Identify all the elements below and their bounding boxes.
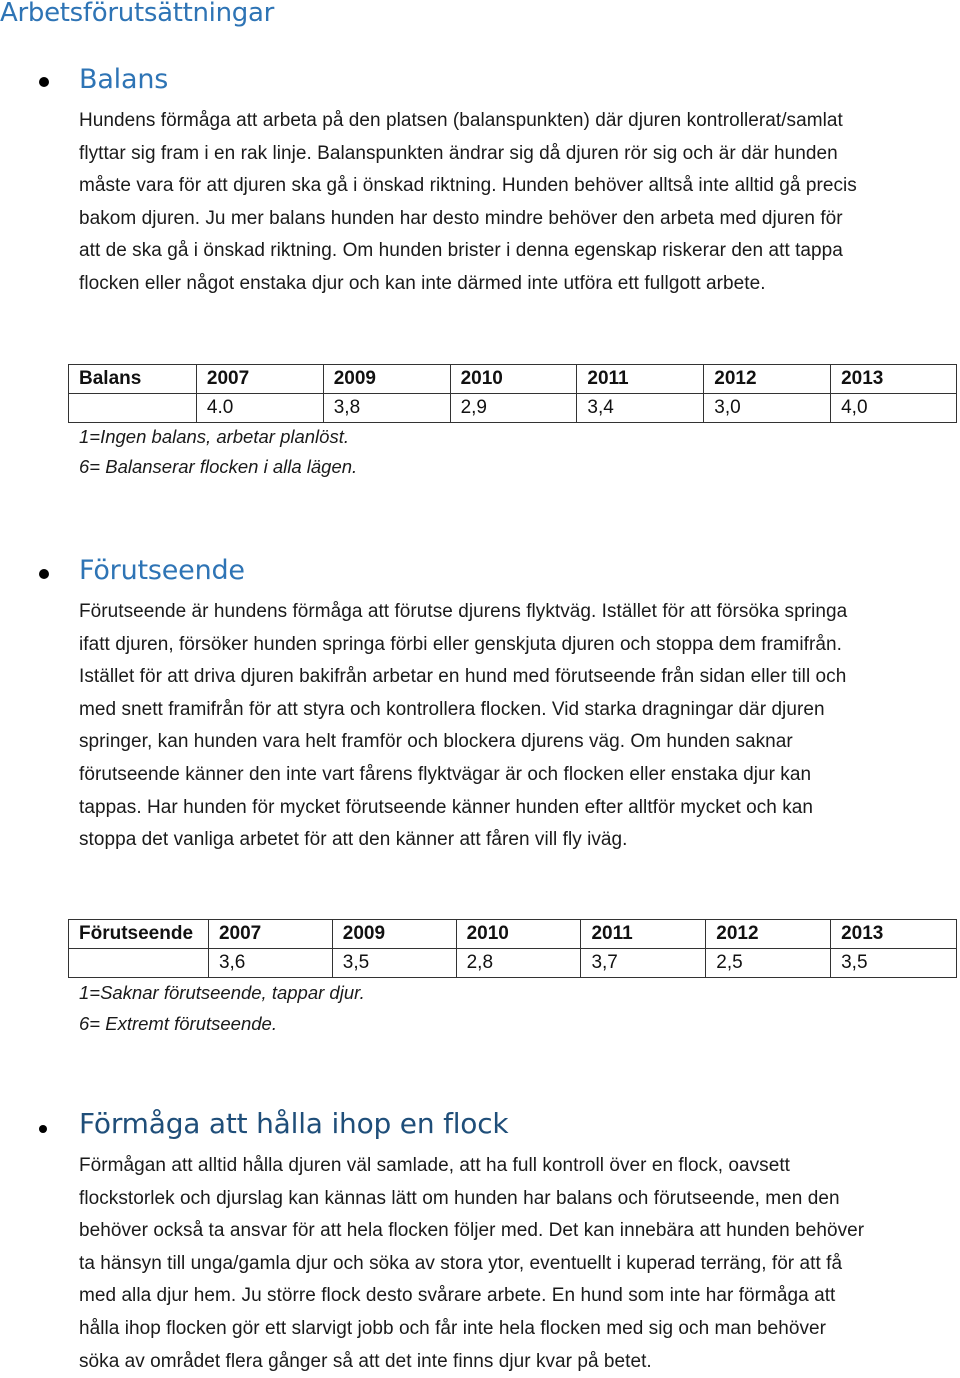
value-cell: 2,8 [456,949,581,978]
text-line: ifatt djuren, försöker hunden springa förbi eller genskjuta djuren och stoppa dem framifrån. [79,633,842,655]
table-row [69,394,957,423]
section-heading-balans: Balans [79,64,169,95]
section-heading-forutseende: Förutseende [79,555,245,586]
year-cell: 2011 [581,920,706,949]
value-cell: 3,4 [577,394,704,423]
year-cell: 2007 [196,365,323,394]
bullet-icon [39,1125,47,1133]
year-cell: 2013 [831,365,957,394]
value-cell: 2,5 [706,949,831,978]
value-cell: 4.0 [196,394,323,423]
text-line: måste vara för att djuren ska gå i önskad riktning. Hunden behöver alltså inte alltid gå precis [79,175,857,197]
value-cell: 3,6 [208,949,332,978]
empty-cell [69,949,209,978]
year-cell: 2012 [706,920,831,949]
year-cell: 2010 [456,920,581,949]
year-cell: 2010 [450,365,577,394]
year-cell: 2012 [704,365,831,394]
text-line: förutseende känner den inte vart fårens flyktvägar är och flocken eller enstaka djur kan [79,763,812,785]
value-cell: 3,0 [704,394,831,423]
table-header-row [69,920,957,949]
bullet-icon [39,569,49,579]
forutseende-score-table [68,919,957,978]
text-line: flocken eller något enstaka djur och kan inte därmed inte utföra ett fullgott arbete. [79,272,766,294]
table-header-row [69,365,957,394]
value-cell: 3,5 [831,949,957,978]
text-line: ta hänsyn till unga/gamla djur och söka av stora ytor, eventuellt i kuperad terräng, för att få [79,1252,843,1274]
value-cell: 3,8 [323,394,450,423]
section-body-forutseende [79,596,954,857]
balans-score-table [68,364,957,423]
page-title: Arbetsförutsättningar [0,0,275,28]
section-body-balans [79,105,954,301]
text-line: Hundens förmåga att arbeta på den platsen (balanspunkten) där djuren kontrollerat/samlat [79,110,843,131]
scale-note-max: 6= Balanserar flocken i alla lägen. [79,456,358,477]
section-body-flock [79,1150,954,1378]
text-line: att de ska gå i önskad riktning. Om hunden brister i denna egenskap riskerar den att tappa [79,240,843,262]
text-line: bakom djuren. Ju mer balans hunden har desto mindre behöver den arbeta med djuren för [79,207,843,229]
empty-cell [69,394,197,423]
text-line: tappas. Har hunden för mycket förutseende känner hunden efter alltför mycket och kan [79,796,814,818]
text-line: Istället för att driva djuren bakifrån arbetar en hund med förutseende från sidan eller till och [79,666,847,688]
year-cell: 2011 [577,365,704,394]
text-line: med alla djur hem. Ju större flock desto svårare arbete. En hund som inte har förmåga att [79,1285,836,1307]
text-line: Förutseende är hundens förmåga att förutse djurens flyktväg. Istället för att försöka springa [79,601,848,622]
text-line: med snett framifrån för att styra och kontrollera flocken. Vid starka dragningar där djuren [79,698,825,720]
text-line: flockstorlek och djurslag kan kännas lätt om hunden har balans och förutseende, men den [79,1187,840,1209]
table-label-cell: Förutseende [69,920,209,949]
text-line: Förmågan att alltid hålla djuren väl samlade, att ha full kontroll över en flock, oavsett [79,1155,790,1176]
value-cell: 3,5 [332,949,456,978]
table-row [69,949,957,978]
year-cell: 2009 [323,365,450,394]
year-cell: 2007 [208,920,332,949]
scale-note-max: 6= Extremt förutseende. [79,1013,277,1034]
bullet-icon [39,77,49,87]
text-line: flyttar sig fram i en rak linje. Balanspunkten ändrar sig då djuren rör sig och är där hunden [79,142,838,164]
value-cell: 3,7 [581,949,706,978]
scale-note-min: 1=Ingen balans, arbetar planlöst. [79,426,349,447]
text-line: söka av området flera gånger så att det inte finns djur kvar på betet. [79,1350,652,1372]
year-cell: 2013 [831,920,957,949]
table-label-cell: Balans [69,365,197,394]
text-line: behöver också ta ansvar för att hela flocken följer med. Det kan innebära att hunden behöver [79,1220,865,1242]
value-cell: 4,0 [831,394,957,423]
text-line: stoppa det vanliga arbetet för att den känner att fåren vill fly iväg. [79,829,628,851]
year-cell: 2009 [332,920,456,949]
text-line: springer, kan hunden vara helt framför och blockera djurens väg. Om hunden saknar [79,731,793,753]
section-heading-flock: Förmåga att hålla ihop en flock [79,1107,509,1140]
scale-note-min: 1=Saknar förutseende, tappar djur. [79,982,365,1003]
value-cell: 2,9 [450,394,577,423]
text-line: hålla ihop flocken gör ett slarvigt jobb och får inte hela flocken med sig och man behöver [79,1317,826,1339]
